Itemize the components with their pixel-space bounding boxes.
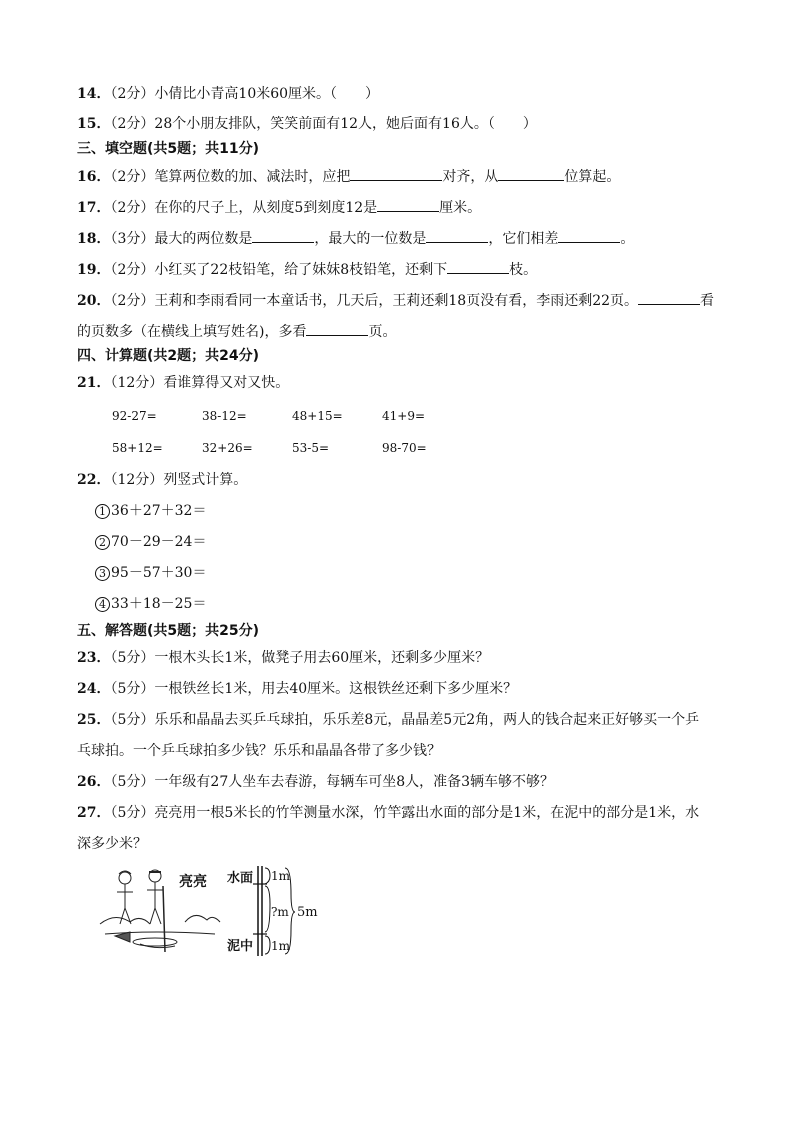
calc-item: 41+9=	[382, 409, 426, 423]
total-length-label: 5m	[297, 905, 318, 920]
answer-blank[interactable]	[377, 197, 439, 212]
vertical-calc-item	[95, 595, 206, 613]
question-text: 王莉和李雨看同一本童话书，几天后，王莉还剩18页没有看，李雨还剩22页。	[154, 293, 639, 309]
question-21	[77, 373, 289, 393]
question-number: 22．	[77, 472, 111, 488]
question-text: 厘米。	[439, 200, 482, 216]
question-text: 乐乐和晶晶去买乒乓球拍，乐乐差8元，晶晶差5元2角，两人的钱合起来正好够买一个乒	[154, 712, 700, 728]
question-score: （12分）	[110, 472, 164, 488]
calc-expression: 36＋27＋32＝	[111, 503, 207, 519]
vertical-calc-item	[95, 533, 206, 551]
question-number: 15．	[77, 116, 111, 132]
question-number: 21．	[77, 375, 111, 391]
question-text: 在你的尺子上，从刻度5到刻度12是	[154, 200, 378, 216]
question-number: 18．	[77, 231, 111, 247]
segment-label-top: 1m	[271, 869, 291, 883]
question-16	[77, 166, 620, 187]
calc-item: 38-12=	[202, 409, 247, 423]
answer-blank[interactable]	[252, 228, 314, 243]
question-25	[77, 710, 699, 730]
question-text: 小红买了22枝铅笔，给了妹妹8枝铅笔，还剩下	[154, 262, 448, 278]
question-number: 20．	[77, 293, 111, 309]
question-20	[77, 290, 714, 311]
question-score: （5分）	[110, 774, 155, 790]
vertical-calc-item	[95, 564, 206, 582]
circled-number: 3	[95, 566, 110, 581]
question-number: 26．	[77, 774, 111, 790]
question-text: 一根铁丝长1米，用去40厘米。这根铁丝还剩下多少厘米？	[154, 681, 518, 697]
answer-blank[interactable]	[306, 321, 368, 336]
calc-item: 32+26=	[202, 441, 253, 455]
section-title-word-problems: 五、解答题(共5题；共25分)	[77, 623, 260, 639]
answer-blank[interactable]	[638, 290, 700, 305]
figure-label-name: 亮亮	[179, 874, 207, 890]
calc-item: 53-5=	[292, 441, 330, 455]
question-score: （2分）	[110, 116, 155, 132]
question-text: 28个小朋友排队，笑笑前面有12人，她后面有16人。（ ）	[154, 116, 537, 132]
circled-number: 1	[95, 504, 110, 519]
question-text: 看谁算得又对又快。	[163, 375, 290, 391]
question-text: 的页数多（在横线上填写姓名)，多看	[77, 324, 307, 340]
question-text: 枝。	[509, 262, 538, 278]
figure-label-water: 水面	[227, 871, 254, 886]
question-number: 14．	[77, 86, 111, 102]
question-22	[77, 470, 247, 490]
answer-blank[interactable]	[447, 259, 509, 274]
question-number: 25．	[77, 712, 111, 728]
question-score: （5分）	[110, 681, 155, 697]
calc-item: 92-27=	[112, 409, 157, 423]
circled-number: 4	[95, 597, 110, 612]
question-score: （12分）	[110, 375, 164, 391]
question-26	[77, 772, 554, 792]
question-number: 17．	[77, 200, 111, 216]
question-text: 。	[620, 231, 635, 247]
calc-expression: 70－29－24＝	[111, 534, 207, 550]
calc-expression: 33＋18－25＝	[111, 596, 207, 612]
question-text: 看	[700, 293, 715, 309]
question-text: 位算起。	[564, 169, 621, 185]
calc-item: 58+12=	[112, 441, 163, 455]
question-text: 亮亮用一根5米长的竹竿测量水深，竹竿露出水面的部分是1米，在泥中的部分是1米，水	[154, 805, 700, 821]
calc-item: 98-70=	[382, 441, 427, 455]
answer-blank[interactable]	[558, 228, 620, 243]
answer-blank[interactable]	[350, 166, 442, 181]
calc-expression: 95－57＋30＝	[111, 565, 207, 581]
question-score: （2分）	[110, 262, 155, 278]
question-score: （2分）	[110, 293, 155, 309]
answer-blank[interactable]	[498, 166, 564, 181]
question-text: 一根木头长1米，做凳子用去60厘米，还剩多少厘米？	[154, 650, 490, 666]
question-score: （5分）	[110, 650, 155, 666]
question-score: （2分）	[110, 169, 155, 185]
question-14	[77, 84, 379, 104]
question-19	[77, 259, 537, 280]
section-title-calculation: 四、计算题(共2题；共24分)	[77, 348, 260, 364]
question-text: 最大的两位数是	[154, 231, 253, 247]
question-24	[77, 679, 517, 699]
answer-blank[interactable]	[426, 228, 488, 243]
question-23	[77, 648, 489, 668]
question-number: 16．	[77, 169, 111, 185]
vertical-calc-item	[95, 502, 206, 520]
question-18	[77, 228, 634, 249]
question-20-cont	[77, 321, 396, 342]
question-number: 24．	[77, 681, 111, 697]
question-17	[77, 197, 481, 218]
figure-label-mud: 泥中	[227, 939, 254, 954]
question-text: 列竖式计算。	[163, 472, 248, 488]
question-27-cont: 深多少米？	[77, 836, 147, 852]
question-text: ，最大的一位数是	[314, 231, 427, 247]
question-25-cont: 乓球拍。一个乒乓球拍多少钱？乐乐和晶晶各带了多少钱？	[77, 743, 441, 759]
question-text: 笔算两位数的加、减法时，应把	[154, 169, 351, 185]
question-number: 27．	[77, 805, 111, 821]
question-text: 对齐，从	[442, 169, 499, 185]
segment-label-middle: ?m	[271, 905, 289, 919]
question-number: 23．	[77, 650, 111, 666]
question-text: 小倩比小青高10米60厘米。（ ）	[154, 86, 380, 102]
question-text: ，它们相差	[488, 231, 559, 247]
question-score: （3分）	[110, 231, 155, 247]
section-title-fill-in: 三、填空题(共5题；共11分)	[77, 141, 260, 157]
question-score: （5分）	[110, 712, 155, 728]
water-depth-figure	[95, 864, 335, 960]
question-15	[77, 114, 537, 134]
question-text: 一年级有27人坐车去春游，每辆车可坐8人，准备3辆车够不够？	[154, 774, 555, 790]
question-number: 19．	[77, 262, 111, 278]
calc-item: 48+15=	[292, 409, 343, 423]
circled-number: 2	[95, 535, 110, 550]
question-score: （2分）	[110, 200, 155, 216]
question-score: （2分）	[110, 86, 155, 102]
question-text: 页。	[368, 324, 397, 340]
segment-label-bottom: 1m	[271, 939, 291, 953]
question-27	[77, 803, 699, 823]
question-score: （5分）	[110, 805, 155, 821]
